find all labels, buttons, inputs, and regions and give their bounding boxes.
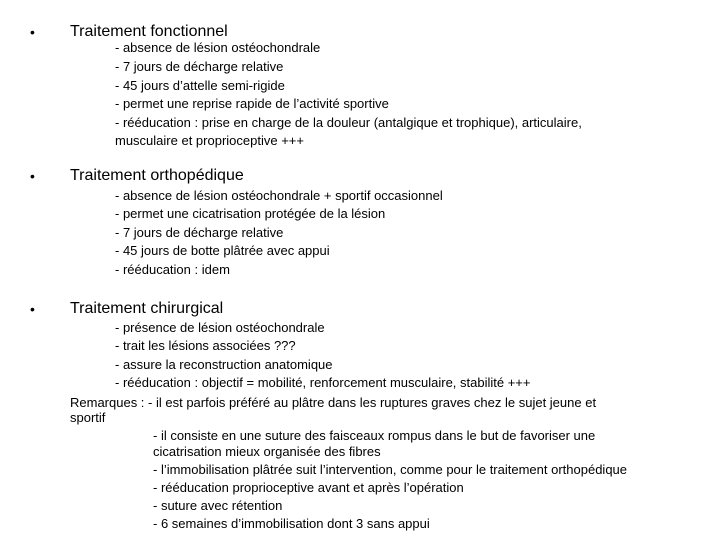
list-item: - rééducation : idem: [115, 262, 230, 277]
list-item: - assure la reconstruction anatomique: [115, 357, 333, 372]
remark-item: cicatrisation mieux organisée des fibres: [153, 444, 381, 459]
list-item: - absence de lésion ostéochondrale + sportif occasionnel: [115, 188, 443, 203]
remarks-first-cont: sportif: [70, 410, 106, 425]
bullet: •: [30, 301, 35, 317]
section-title-fonctionnel: Traitement fonctionnel: [70, 23, 228, 40]
remarks-first: Remarques : - il est parfois préféré au plâtre dans les ruptures graves chez le sujet jeune et: [70, 395, 597, 410]
list-item: - présence de lésion ostéochondrale: [115, 320, 325, 335]
section-title-chirurgical: Traitement chirurgical: [70, 300, 224, 317]
remark-item: - l’immobilisation plâtrée suit l’intervention, comme pour le traitement orthopédique: [153, 462, 628, 477]
list-item: - 45 jours de botte plâtrée avec appui: [115, 243, 330, 258]
list-item: - trait les lésions associées ???: [115, 338, 296, 353]
list-item: - 7 jours de décharge relative: [115, 59, 284, 74]
section-title-orthopedique: Traitement orthopédique: [70, 167, 244, 184]
list-item: musculaire et proprioceptive +++: [115, 133, 304, 148]
list-item: - 7 jours de décharge relative: [115, 225, 284, 240]
bullet: •: [30, 168, 35, 184]
list-item: - permet une reprise rapide de l’activité sportive: [115, 96, 389, 111]
list-item: - rééducation : objectif = mobilité, renforcement musculaire, stabilité +++: [115, 375, 531, 390]
remark-item: - il consiste en une suture des faisceaux rompus dans le but de favoriser une: [153, 428, 596, 443]
remark-item: - 6 semaines d’immobilisation dont 3 sans appui: [153, 516, 430, 531]
list-item: - 45 jours d’attelle semi-rigide: [115, 78, 285, 93]
bullet: •: [30, 24, 35, 40]
list-item: - rééducation : prise en charge de la douleur (antalgique et trophique), articulaire,: [115, 115, 582, 130]
list-item: - absence de lésion ostéochondrale: [115, 40, 321, 55]
remark-item: - suture avec rétention: [153, 498, 283, 513]
list-item: - permet une cicatrisation protégée de la lésion: [115, 206, 386, 221]
remark-item: - rééducation proprioceptive avant et après l’opération: [153, 480, 464, 495]
